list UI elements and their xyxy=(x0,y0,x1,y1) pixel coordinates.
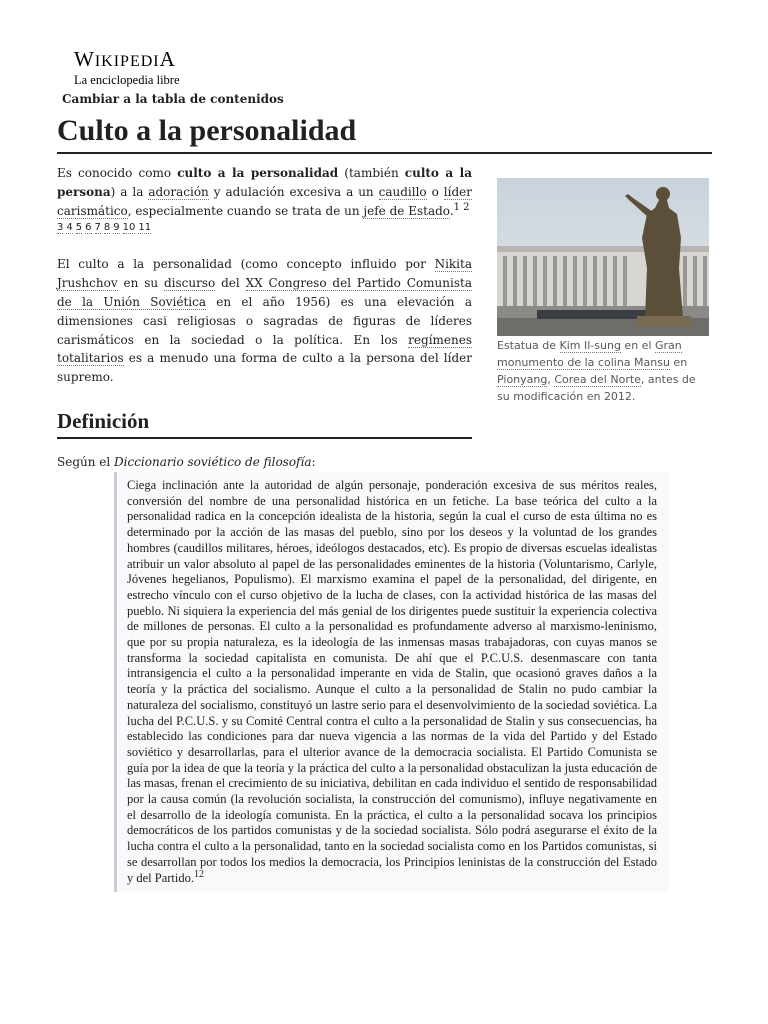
reference-link[interactable]: 5 xyxy=(75,222,83,234)
reference-list xyxy=(57,221,472,234)
link-kim-il-sung[interactable]: Kim Il-sung xyxy=(559,339,621,352)
link-xx-congreso[interactable]: XX Congreso del Partido Comunista de la Unión Soviética xyxy=(57,276,472,309)
link-corea-del-norte[interactable]: Corea del Norte xyxy=(554,373,641,386)
wikipedia-wordmark[interactable]: WIKIPEDIA xyxy=(74,47,176,71)
article-body xyxy=(57,164,472,472)
reference-link[interactable]: 4 xyxy=(66,222,73,234)
link-regimenes-totalitarios[interactable]: regímenes totalitarios xyxy=(57,332,472,366)
statue-photo[interactable] xyxy=(497,178,709,336)
reference-link[interactable]: 10 xyxy=(122,222,136,234)
link-nikita-jrushchov[interactable]: Nikita Jrushchov xyxy=(57,257,472,291)
link-gran-monumento[interactable]: Gran monumento de la colina Mansu xyxy=(497,339,682,369)
reference-link[interactable]: 3 xyxy=(57,222,64,234)
link-discurso[interactable]: discurso xyxy=(163,276,216,291)
site-header xyxy=(74,48,180,87)
link-adoracion[interactable]: adoración xyxy=(148,184,209,199)
page-title: Culto a la personalidad xyxy=(57,111,712,154)
reference-sup[interactable]: 12 xyxy=(194,868,205,880)
lead-paragraph: Es conocido como culto a la personalidad (también culto a la persona) a la adoración y adulación excesiva a un caudillo o líder carismático, especialmente cuando se trata de un jefe de Estado.$^{1 2}$ xyxy=(57,166,473,218)
reference-link[interactable]: 9 xyxy=(113,222,120,234)
reference-link[interactable]: 7 xyxy=(94,222,101,234)
site-tagline: La enciclopedia libre xyxy=(74,73,180,87)
definition-intro: Según el Diccionario soviético de filosofía: xyxy=(57,454,316,469)
link-caudillo[interactable]: caudillo xyxy=(378,184,427,199)
figure-caption: Estatua de Kim Il-sung en el Gran monumento de la colina Mansu en Pionyang, Corea del Norte, antes de su modificación en 2012. xyxy=(497,339,696,403)
quote-text: Ciega inclinación ante la autoridad de algún personaje, ponderación excesiva de sus méritos reales, conversión del nombre de una personalidad histórica en un fetiche. La base teórica del culto a la personalidad radica en la concepción idealista de la historia, según la cual el curso de esta última no es determinado por la acción de las masas del pueblo, sino por los deseos y la voluntad de los grandes hombres (caudillos militares, héroes, ideólogos destacados, etc). Es propio de diversas escuelas idealistas atribuir un valor absoluto al papel de las personalidades eminentes de la historia (Voluntarismo, Carlyle, Jóvenes hegelianos, Populismo). El marxismo examina el papel de la personalidad, del dirigente, en estrecho vínculo con el curso objetivo de la lucha de clases, con la actividad histórica de las masas del pueblo. Ni siquiera la experiencia del más genial de los dirigentes puede sustituir la experiencia colectiva de millones de personas. El culto a la personalidad es profundamente adverso al marxismo-leninismo, que por su propia naturaleza, es la ideología de las inmensas masas trabajadoras, con cuyas manos se transforma la sociedad capitalista en comunista. De ahí que el P.C.U.S. desenmascare con tanta intransigencia el culto a la personalidad imperante en vida de Stalin, que ocasionó graves daños a la teoría y la práctica del socialismo. Aunque el culto a la personalidad de Stalin no pudo cambiar la naturaleza del socialismo, constituyó un lastre serio para el desenvolvimiento de la sociedad soviética. La lucha del P.C.U.S. y su Comité Central contra el culto a la personalidad de Stalin y sus consecuencias, ha establecido las condiciones para dar nueva vigencia a las normas de la vida del Partido y del Estado soviético y desarrollarlas, para el ulterior avance de la democracia socialista. El Partido Comunista se guía por la idea de que la teoría y la práctica del culto a la personalidad obstaculizan la justa educación de las masas, frenan el crecimiento de su iniciativa, debilitan en cada individuo el sentido de responsabilidad por la causa común (la revolución socialista, la construcción del comunismo), influye negativamente en el desarrollo de la ideología comunista. En la práctica, el culto a la personalidad socava los principios democráticos de los partidos comunistas y de la sociedad socialista. Sólo podrá asegurarse el éxito de la lucha contra el culto a la personalidad, tanto en la sociedad socialista como en los Partidos comunistas, si se desarrollan por todos los medios la democracia, los Principios leninistas de la construcción del Estado y del Partido. xyxy=(127,478,657,885)
reference-link[interactable]: 11 xyxy=(138,222,152,234)
link-pionyang[interactable]: Pionyang xyxy=(497,373,548,386)
image-figure xyxy=(497,178,709,405)
second-paragraph: El culto a la personalidad (como concepto influido por Nikita Jrushchov en su discurso del XX Congreso del Partido Comunista de la Unión Soviética en el año 1956) es una elevación a dimensiones casi religiosas o sagradas de figuras de líderes carismáticos en la sociedad o la política. En los regímenes totalitarios es a menudo una forma de culto a la persona del líder supremo. xyxy=(57,257,472,385)
reference-link[interactable]: 6 xyxy=(85,222,92,234)
link-jefe-de-estado[interactable]: jefe de Estado xyxy=(363,203,450,218)
definition-quote xyxy=(114,472,669,892)
toc-toggle-link[interactable]: Cambiar a la tabla de contenidos xyxy=(62,92,284,106)
section-heading-definicion: Definición xyxy=(57,407,472,439)
reference-sup[interactable]: 1 2 xyxy=(453,201,470,213)
reference-link[interactable]: 8 xyxy=(103,222,111,234)
link-lider-carismatico[interactable]: líder carismático xyxy=(57,184,472,218)
